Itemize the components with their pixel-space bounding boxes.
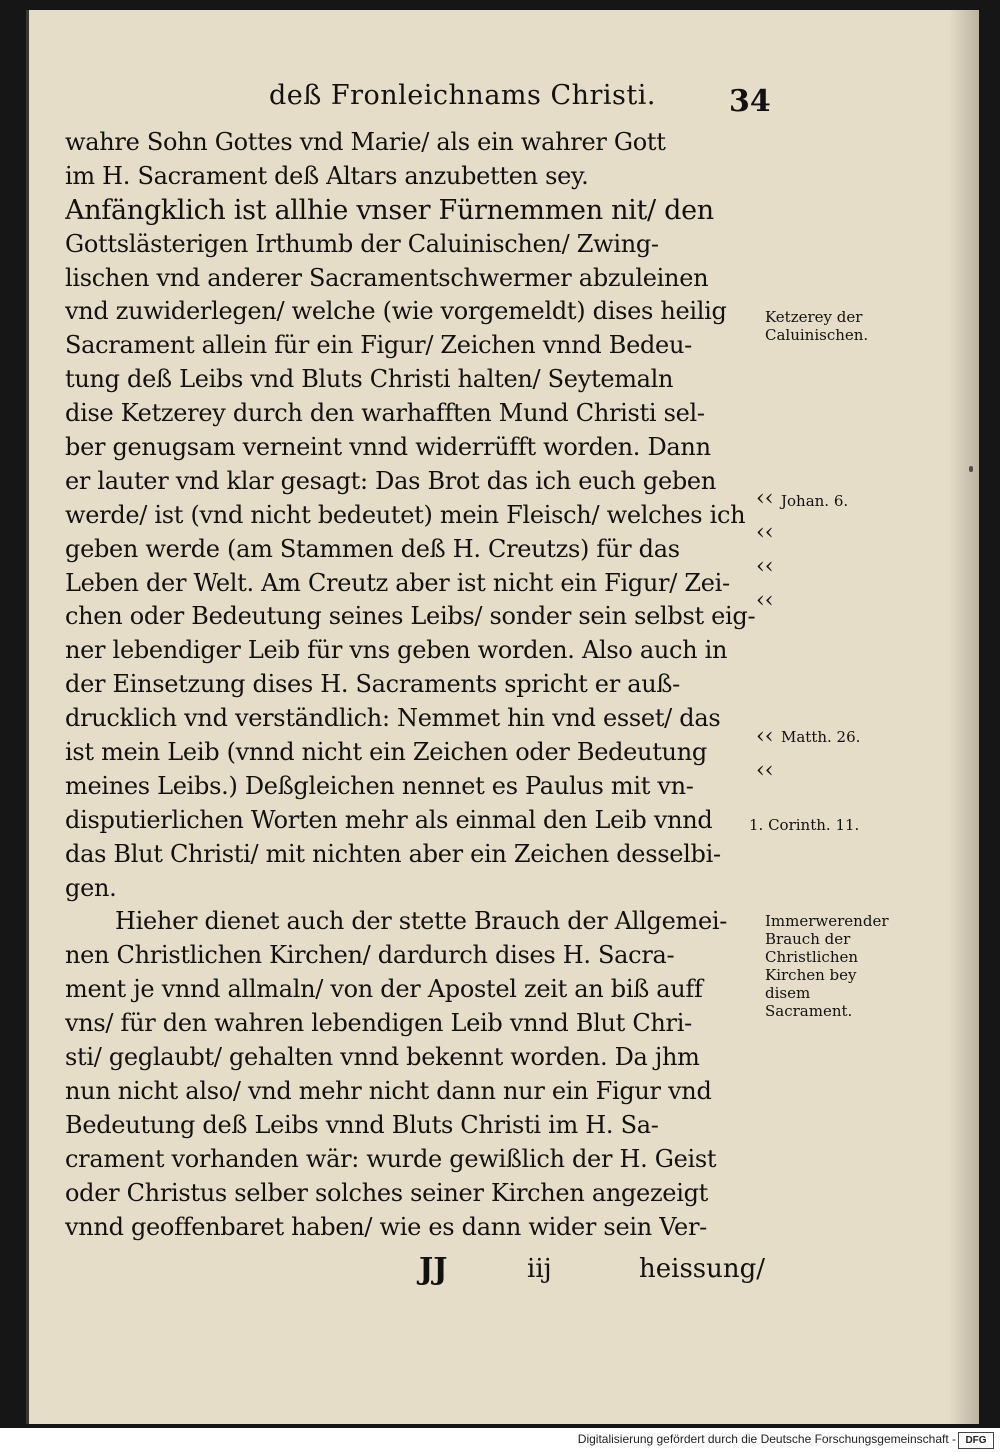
text-line: lischen vnd anderer Sacramentschwermer abzuleinen: [65, 263, 709, 292]
text-line: vnd zuwiderlegen/ welche (wie vorgemeldt) dises heilig: [65, 297, 727, 326]
text-line: crament vorhanden wär: wurde gewißlich der H. Geist: [65, 1144, 717, 1173]
text-line: Bedeutung deß Leibs vnnd Bluts Christi im H. Sa-: [65, 1110, 659, 1139]
text-line: nun nicht also/ vnd mehr nicht dann nur ein Figur vnd: [65, 1076, 712, 1105]
text-line: Gottslästerigen Irthumb der Caluinischen/ Zwing-: [65, 229, 659, 258]
text-line: im H. Sacrament deß Altars anzubetten sey.: [65, 161, 589, 190]
text-line: oder Christus selber solches seiner Kirchen angezeigt: [65, 1178, 708, 1207]
text-line: gen.: [65, 873, 117, 902]
body-text: [65, 126, 765, 1244]
quote-mark: ‹‹: [756, 724, 774, 749]
marginal-note-brauch: Immerwerender Brauch der Christlichen Kirchen bey disem Sacrament.: [765, 912, 889, 1020]
text-line: chen oder Bedeutung seines Leibs/ sonder sein selbst eig-: [65, 602, 756, 631]
text-line: sti/ geglaubt/ gehalten vnnd bekennt worden. Da jhm: [65, 1043, 700, 1072]
text-line: ist mein Leib (vnnd nicht ein Zeichen oder Bedeutung: [65, 738, 707, 767]
text-line: ber genugsam verneint vnnd widerrüfft worden. Dann: [65, 433, 711, 462]
marginal-note-ketzerey: Ketzerey der Caluinischen.: [765, 308, 869, 344]
signature-letters: JJ: [419, 1252, 448, 1287]
text-line: nen Christlichen Kirchen/ dardurch dises H. Sacra-: [65, 941, 675, 970]
quote-mark: ‹‹: [756, 758, 774, 783]
text-line: ment je vnnd allmaln/ von der Apostel zeit an biß auff: [65, 975, 703, 1004]
signature-number: iij: [527, 1254, 552, 1284]
text-line: das Blut Christi/ mit nichten aber ein Zeichen desselbi-: [65, 839, 721, 868]
quote-mark: ‹‹: [756, 486, 774, 511]
catchword: heissung/: [639, 1254, 766, 1284]
text-line: wahre Sohn Gottes vnd Marie/ als ein wahrer Gott: [65, 128, 666, 156]
text-line: Leben der Welt. Am Creutz aber ist nicht ein Figur/ Zei-: [65, 568, 730, 597]
running-head: deß Fronleichnams Christi.: [269, 80, 656, 111]
quote-mark: ‹‹: [756, 554, 774, 579]
text-line: er lauter vnd klar gesagt: Das Brot das ich euch geben: [65, 466, 716, 495]
text-line: tung deß Leibs vnd Bluts Christi halten/ Seytemaln: [65, 365, 674, 394]
paper-speck: [969, 466, 973, 472]
signature-line: [419, 1252, 769, 1288]
text-line: dise Ketzerey durch den warhafften Mund Christi sel-: [65, 399, 705, 428]
text-line: der Einsetzung dises H. Sacraments spricht er auß-: [65, 670, 680, 699]
text-line: ner lebendiger Leib für vns geben worden. Also auch in: [65, 636, 728, 665]
quote-mark: ‹‹: [756, 588, 774, 613]
text-line: Hieher dienet auch der stette Brauch der Allgemei-: [115, 907, 728, 936]
funding-notice: Digitalisierung gefördert durch die Deutsche Forschungsgemeinschaft -: [577, 1432, 956, 1446]
book-page: [26, 10, 979, 1424]
text-line: vnnd geoffenbaret haben/ wie es dann wider sein Ver-: [65, 1212, 707, 1241]
marginal-note-johan: Johan. 6.: [781, 492, 849, 510]
text-line: disputierlichen Worten mehr als einmal den Leib vnnd: [65, 805, 713, 834]
text-line: werde/ ist (vnd nicht bedeutet) mein Fleisch/ welches ich: [65, 500, 746, 529]
text-line: drucklich vnd verständlich: Nemmet hin vnd esset/ das: [65, 704, 721, 733]
text-line: Anfängklich ist allhie vnser Fürnemmen nit/ den: [65, 194, 714, 226]
quote-mark: ‹‹: [756, 520, 774, 545]
marginal-note-matth: Matth. 26.: [781, 728, 861, 746]
text-line: Sacrament allein für ein Figur/ Zeichen vnnd Bedeu-: [65, 331, 692, 360]
text-line: meines Leibs.) Deßgleichen nennet es Paulus mit vn-: [65, 771, 694, 800]
marginal-note-corinth: 1. Corinth. 11.: [749, 816, 860, 834]
footer-bar: [0, 1428, 1000, 1452]
text-line: vns/ für den wahren lebendigen Leib vnnd Blut Chri-: [65, 1009, 692, 1038]
dfg-logo-icon: DFG: [958, 1432, 994, 1449]
text-line: geben werde (am Stammen deß H. Creutzs) für das: [65, 534, 680, 563]
page-number: 34: [729, 84, 771, 119]
